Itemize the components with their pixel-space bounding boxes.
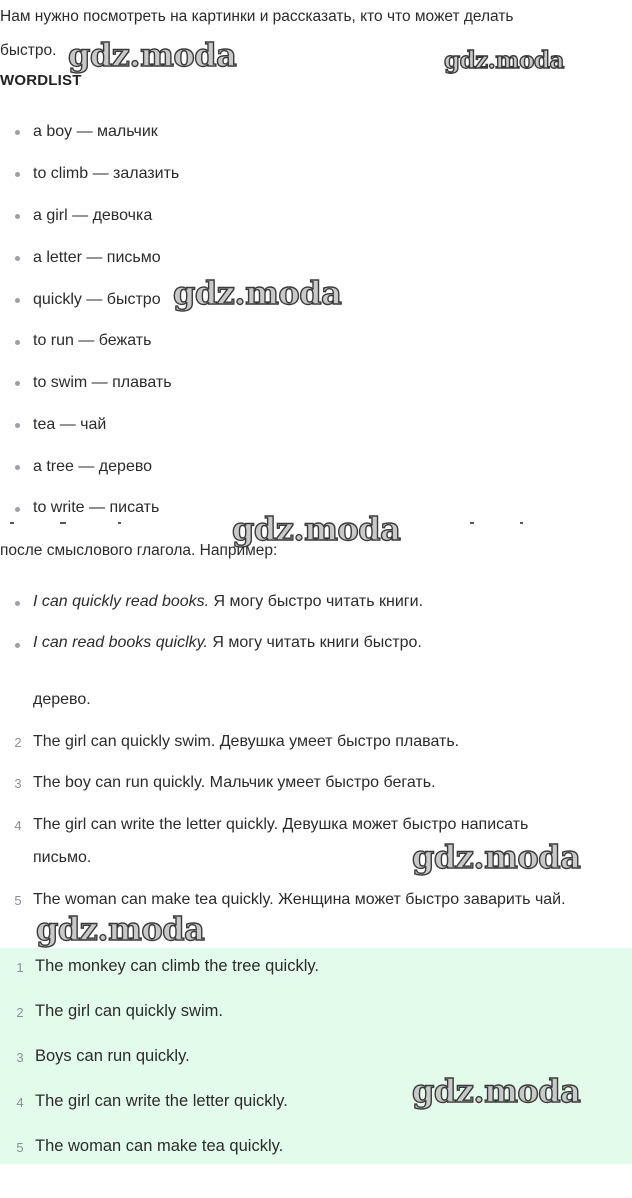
grammar-text: после смыслового глагола. Например: xyxy=(0,542,278,559)
bullet-dot xyxy=(15,130,20,135)
item-number: 1 xyxy=(16,960,24,975)
answer-item: Boys can run quickly. xyxy=(35,1047,190,1065)
intro-line-2: быстро. xyxy=(0,42,57,59)
bullet-dot xyxy=(15,381,20,386)
wordlist-item: to write — писать xyxy=(33,499,160,516)
translation-item: The girl can quickly swim. Девушка умеет быстро плавать. xyxy=(33,733,460,750)
item-number: 4 xyxy=(14,818,22,833)
item-number: 3 xyxy=(14,776,22,791)
example-ru: Я могу читать книги быстро. xyxy=(207,634,422,651)
answer-item: The girl can quickly swim. xyxy=(35,1002,223,1020)
translation-item: The woman can make tea quickly. Женщина может быстро заварить чай. xyxy=(33,891,566,908)
clipped-text-fragment xyxy=(10,522,14,524)
bullet-dot xyxy=(15,214,20,219)
example-en: I can quickly read books. xyxy=(33,593,210,610)
item-number: 5 xyxy=(14,893,22,908)
wordlist-item: to swim — плавать xyxy=(33,374,172,391)
bullet-dot xyxy=(15,423,20,428)
item-number: 2 xyxy=(14,735,22,750)
clipped-text-fragment xyxy=(60,522,66,524)
answer-item: The woman can make tea quickly. xyxy=(35,1137,284,1155)
watermark-logo: gdz.moda xyxy=(173,274,342,312)
bullet-dot xyxy=(15,256,20,261)
wordlist-item: to run — бежать xyxy=(33,332,152,349)
wordlist-item: quickly — быстро xyxy=(33,291,161,308)
item-number: 5 xyxy=(16,1140,24,1155)
wordlist-item: a girl — девочка xyxy=(33,207,153,224)
translation-continuation: дерево. xyxy=(33,691,91,708)
bullet-dot xyxy=(15,601,20,606)
clipped-text-fragment xyxy=(520,522,523,524)
bullet-dot xyxy=(15,298,20,303)
example-item xyxy=(33,593,423,611)
watermark-logo: gdz.moda xyxy=(36,910,205,948)
bullet-dot xyxy=(15,340,20,345)
bullet-dot xyxy=(15,172,20,177)
wordlist-item: to climb — залазить xyxy=(33,165,180,182)
bullet-dot xyxy=(15,465,20,470)
example-ru: Я могу быстро читать книги. xyxy=(209,593,424,610)
wordlist-item: tea — чай xyxy=(33,416,107,433)
wordlist-item: a tree — дерево xyxy=(33,458,153,475)
bullet-dot xyxy=(15,507,20,512)
answer-item: The monkey can climb the tree quickly. xyxy=(35,957,319,975)
translation-continuation: письмо. xyxy=(33,849,92,866)
example-item xyxy=(33,634,422,652)
watermark-logo: gdz.moda xyxy=(232,510,401,548)
item-number: 2 xyxy=(16,1005,24,1020)
watermark-logo: gdz.moda xyxy=(412,838,581,876)
intro-line-1: Нам нужно посмотреть на картинки и рассказать, кто что может делать xyxy=(0,8,514,25)
clipped-text-fragment xyxy=(470,522,474,524)
watermark-logo: gdz.moda xyxy=(68,36,237,74)
watermark-logo: gdz.moda xyxy=(444,47,564,74)
answer-item: The girl can write the letter quickly. xyxy=(35,1092,288,1110)
wordlist-heading: WORDLIST xyxy=(0,72,82,89)
answer-block xyxy=(0,948,632,1164)
translation-item: The boy can run quickly. Мальчик умеет быстро бегать. xyxy=(33,774,436,791)
bullet-dot xyxy=(15,643,20,648)
translation-item: The girl can write the letter quickly. Девушка может быстро написать xyxy=(33,816,529,833)
item-number: 4 xyxy=(16,1095,24,1110)
wordlist-item: a letter — письмо xyxy=(33,249,161,266)
watermark-logo: gdz.moda xyxy=(412,1072,581,1110)
example-en: I can read books quiclky. xyxy=(33,634,208,651)
wordlist-item: a boy — мальчик xyxy=(33,123,158,140)
clipped-text-fragment xyxy=(118,522,121,524)
item-number: 3 xyxy=(16,1050,24,1065)
